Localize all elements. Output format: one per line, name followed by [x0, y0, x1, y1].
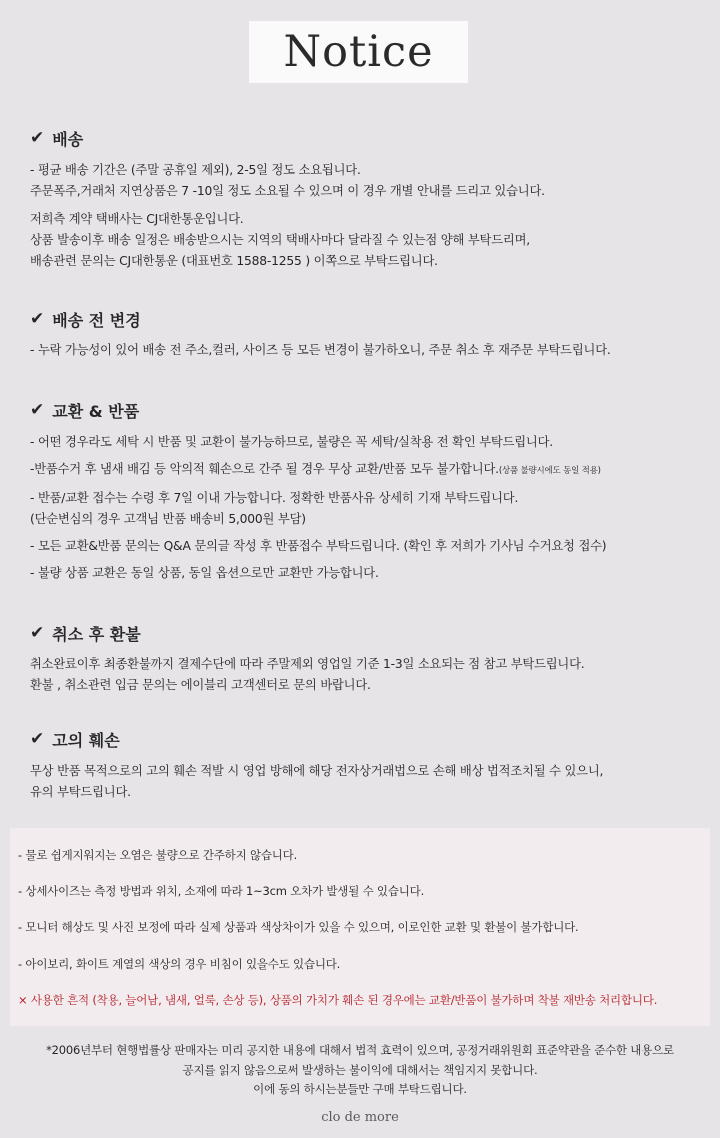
text-line: - 모든 교환&반품 문의는 Q&A 문의글 작성 후 반품접수 부탁드립니다. (확인 후 저희가 기사님 수거요청 접수)	[30, 539, 607, 553]
text-line: (단순변심의 경우 고객님 반품 배송비 5,000원 부담)	[30, 512, 306, 526]
text-small-note: (상품 불량시에도 동일 적용)	[498, 466, 601, 476]
caution-notes-box	[10, 828, 710, 1026]
section-title: 고의 훼손	[52, 730, 120, 750]
caution-note: - 상세사이즈는 측정 방법과 위치, 소재에 따라 1~3cm 오차가 발생될 수 있습니다.	[18, 884, 425, 898]
legal-line: 공지를 읽지 않음으로써 발생하는 불이익에 대해서는 책임지지 못합니다.	[182, 1062, 538, 1077]
section-intentional-damage	[30, 727, 700, 803]
check-icon: ✔	[30, 309, 45, 329]
section-shipping	[30, 126, 700, 272]
text-line: 상품 발송이후 배송 일정은 배송받으시는 지역의 택배사마다 달라질 수 있는점 양해 부탁드리며,	[30, 233, 530, 247]
caution-note-warning: × 사용한 흔적 (착용, 늘어남, 냄새, 얼룩, 손상 등), 상품의 가치가 훼손 된 경우에는 교환/반품이 불가하며 착불 재반송 처리합니다.	[18, 993, 658, 1007]
check-icon: ✔	[30, 400, 45, 420]
section-heading	[30, 398, 700, 422]
section-pre-shipping-change	[30, 307, 700, 361]
section-title: 취소 후 환불	[52, 624, 141, 644]
legal-line: 이에 동의 하시는분들만 구매 부탁드립니다.	[253, 1082, 467, 1096]
caution-note: - 물로 쉽게지워지는 오염은 불량으로 간주하지 않습니다.	[18, 848, 298, 862]
section-title: 교환 & 반품	[52, 401, 140, 421]
caution-note: - 모니터 해상도 및 사진 보정에 따라 실제 상품과 색상차이가 있을 수 있으며, 이로인한 교환 및 환불이 불가합니다.	[18, 920, 579, 934]
brand-name: clo de more	[321, 1110, 399, 1125]
text-line: - 반품/교환 접수는 수령 후 7일 이내 가능합니다. 정확한 반품사유 상세히 기재 부탁드립니다.	[30, 491, 519, 505]
section-cancel-refund	[30, 621, 700, 696]
text-line: 주문폭주,거래처 지연상품은 7 -10일 정도 소요될 수 있으며 이 경우 개별 안내를 드리고 있습니다.	[30, 184, 545, 198]
section-heading	[30, 727, 700, 751]
text-line: 저희측 계약 택배사는 CJ대한통운입니다.	[30, 212, 244, 226]
text-line: - 평균 배송 기간은 (주말 공휴일 제외), 2-5일 정도 소요됩니다.	[30, 163, 361, 177]
section-title: 배송 전 변경	[52, 310, 141, 330]
text-line: 배송관련 문의는 CJ대한통운 (대표번호 1588-1255 ) 이쪽으로 부탁드립니다.	[30, 254, 438, 268]
text-line: 무상 반품 목적으로의 고의 훼손 적발 시 영업 방해에 해당 전자상거래법으로 손해 배상 법적조치될 수 있으니,	[30, 764, 604, 778]
text-line: 유의 부탁드립니다.	[30, 785, 131, 799]
section-heading	[30, 307, 700, 331]
section-heading	[30, 126, 700, 150]
text-line: 취소완료이후 최종환불까지 결제수단에 따라 주말제외 영업일 기준 1-3일 소요되는 점 참고 부탁드립니다.	[30, 657, 585, 671]
legal-line: *2006년부터 현행법률상 판매자는 미리 공지한 내용에 대해서 법적 효력이 있으며, 공정거래위원회 표준약관을 준수한 내용으로	[46, 1043, 674, 1057]
text-main: -반품수거 후 냄새 배김 등 악의적 훼손으로 간주 될 경우 무상 교환/반품 모두 불가합니다.	[30, 462, 499, 476]
section-exchange-return	[30, 398, 700, 584]
text-line	[30, 459, 700, 482]
notice-title-box	[249, 21, 468, 83]
check-icon: ✔	[30, 128, 45, 148]
section-heading	[30, 621, 700, 645]
caution-note: - 아이보리, 화이트 계열의 색상의 경우 비침이 있을수도 있습니다.	[18, 957, 341, 971]
legal-notice	[0, 1041, 720, 1100]
page-title: Notice	[283, 27, 434, 77]
text-line: - 누락 가능성이 있어 배송 전 주소,컬러, 사이즈 등 모든 변경이 불가하오니, 주문 취소 후 재주문 부탁드립니다.	[30, 343, 611, 357]
text-line: - 불량 상품 교환은 동일 상품, 동일 옵션으로만 교환만 가능합니다.	[30, 566, 379, 580]
check-icon: ✔	[30, 729, 45, 749]
section-title: 배송	[52, 129, 84, 149]
text-line: - 어떤 경우라도 세탁 시 반품 및 교환이 불가능하므로, 불량은 꼭 세탁/실착용 전 확인 부탁드립니다.	[30, 435, 553, 449]
text-line: 환불 , 취소관련 입금 문의는 에이블리 고객센터로 문의 바랍니다.	[30, 678, 371, 692]
check-icon: ✔	[30, 623, 45, 643]
